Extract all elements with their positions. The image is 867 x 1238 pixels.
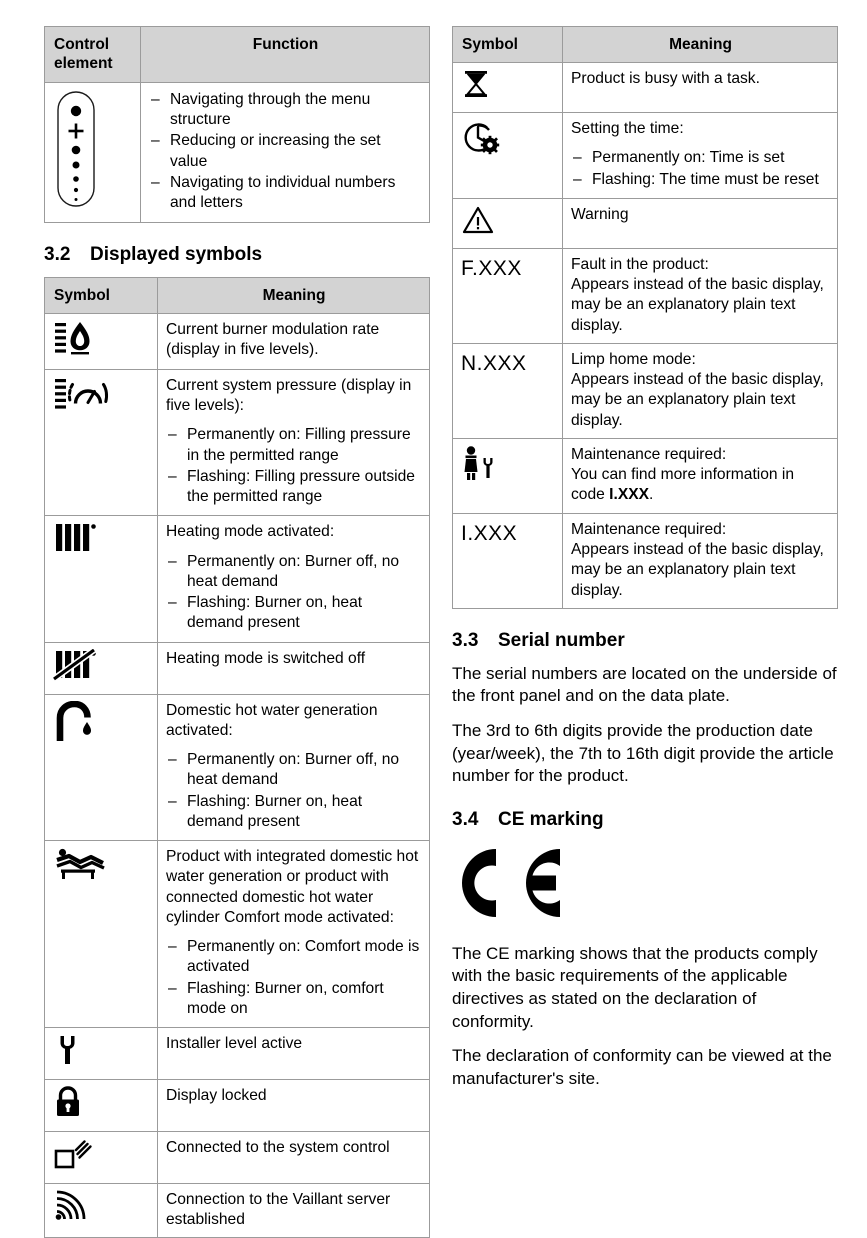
col-header-control-element: Control element (45, 27, 141, 83)
meaning-text-secondary: Appears instead of the basic display, may be an explanatory plain text display. (571, 541, 824, 599)
meaning-cell (158, 694, 430, 841)
meaning-text-composite (166, 847, 421, 928)
meaning-text: Heating mode activated: (166, 523, 335, 541)
meaning-cell (563, 248, 838, 343)
meaning-text: Installer level active (166, 1035, 303, 1053)
radiator-off-icon (53, 649, 149, 687)
list-item: – Flashing: Filling pressure outside the permitted range (166, 467, 421, 508)
table-row (453, 343, 838, 438)
meaning-cell (563, 199, 838, 249)
meaning-mid: or (282, 868, 305, 886)
meaning-text: Domestic hot water generation activated: (166, 701, 378, 739)
symbol-cell (453, 513, 563, 608)
meaning-text-secondary: Appears instead of the basic display, may be an explanatory plain text display. (571, 276, 824, 334)
list-item: – Permanently on: Burner off, no heat demand (166, 750, 421, 791)
col-header-function: Function (141, 27, 430, 83)
symbol-cell (45, 694, 158, 841)
displayed-symbols-table (44, 277, 430, 1238)
function-list (149, 90, 421, 214)
symbol-cell (45, 1183, 158, 1238)
meaning-list (166, 750, 421, 832)
section-title: Serial number (498, 629, 625, 651)
function-cell (141, 82, 430, 222)
section-heading-3-2 (44, 244, 430, 266)
hourglass-icon (461, 69, 554, 105)
section-heading-3-4 (452, 809, 838, 831)
table-row (45, 841, 430, 1028)
table-row (453, 248, 838, 343)
list-item: – Reducing or increasing the set value (149, 131, 421, 172)
meaning-bold-1: Product with integrated domestic hot water generation (166, 848, 419, 886)
list-item: – Permanently on: Burner off, no heat demand (166, 552, 421, 593)
symbol-cell (45, 516, 158, 642)
table-row (453, 438, 838, 513)
ce-marking-paragraph-1: The CE marking shows that the products comply with the basic requirements of the applicable directives as stated on the declaration of conformity. (452, 943, 818, 1031)
table-row (453, 63, 838, 113)
left-column (44, 26, 430, 1228)
table-row (45, 1080, 430, 1132)
meaning-cell (158, 369, 430, 516)
table-row (45, 1028, 430, 1080)
warning-triangle-icon (461, 205, 554, 241)
list-item: – Permanently on: Comfort mode is activated (166, 937, 421, 978)
meaning-list (166, 425, 421, 507)
list-item: – Flashing: Burner on, comfort mode on (166, 979, 421, 1020)
meaning-list (166, 937, 421, 1019)
control-element-table (44, 26, 430, 223)
symbol-cell (453, 63, 563, 113)
meaning-text: Fault in the product: (571, 255, 709, 273)
meaning-cell (158, 841, 430, 1028)
symbol-cell (453, 199, 563, 249)
section-number: 3.2 (44, 243, 71, 265)
meaning-text: Maintenance required: (571, 520, 727, 538)
col-header-meaning: Meaning (158, 277, 430, 313)
table-row (453, 199, 838, 249)
system-pressure-icon (53, 376, 149, 420)
meaning-cell (158, 1183, 430, 1238)
fault-code-label: F.XXX (461, 256, 522, 280)
meaning-cell (563, 113, 838, 199)
meaning-text: Limp home mode: (571, 350, 696, 368)
maintenance-info-code: I.XXX (609, 486, 650, 504)
maintenance-info-pre: You can find more information in code (571, 466, 795, 504)
list-item: – Flashing: The time must be reset (571, 170, 829, 190)
meaning-text: Maintenance required: (571, 445, 727, 463)
meaning-text: Connection to the Vaillant server established (166, 1190, 391, 1228)
serial-number-paragraph-1: The serial numbers are located on the underside of the front panel and on the data plate. (452, 663, 837, 706)
meaning-text: Heating mode is switched off (166, 649, 366, 667)
meaning-text: Connected to the system control (166, 1138, 390, 1156)
limp-home-code-label: N.XXX (461, 351, 527, 375)
displayed-symbols-table-continued (452, 26, 838, 609)
symbol-cell (45, 313, 158, 369)
meaning-cell (158, 1080, 430, 1132)
list-item: – Flashing: Burner on, heat demand present (166, 792, 421, 833)
meaning-text: Warning (571, 206, 629, 223)
section-number: 3.3 (452, 629, 479, 651)
meaning-text-secondary: Appears instead of the basic display, may be an explanatory plain text display. (571, 371, 824, 429)
table-row (45, 642, 430, 694)
meaning-text: Current system pressure (display in five levels): (166, 376, 412, 415)
list-item: – Permanently on: Filling pressure in the permitted range (166, 425, 421, 466)
col-header-symbol: Symbol (45, 277, 158, 313)
bathtub-icon (53, 847, 149, 887)
meaning-text: Product is busy with a task. (571, 70, 760, 88)
table-row (453, 113, 838, 199)
server-signal-icon (53, 1190, 149, 1228)
meaning-text: Current burner modulation rate (display in five levels). (166, 320, 380, 359)
meaning-text: Setting the time: (571, 120, 684, 138)
symbol-cell (45, 82, 141, 222)
table-row (45, 369, 430, 516)
maintenance-info-post: . (649, 486, 654, 504)
table-row (453, 513, 838, 608)
meaning-cell (563, 63, 838, 113)
table-header-row (453, 27, 838, 63)
list-item: – Navigating through the menu structure (149, 90, 421, 131)
serial-number-paragraph-2: The 3rd to 6th digits provide the production date (year/week), the 7th to 16th digit provide the article number for the product. (452, 721, 834, 786)
meaning-text-secondary (571, 465, 829, 506)
right-column (452, 26, 838, 1217)
tap-icon (53, 701, 149, 749)
system-control-link-icon (53, 1138, 149, 1176)
meaning-cell (158, 313, 430, 369)
list-item: – Flashing: Burner on, heat demand present (166, 593, 421, 634)
section-title: CE marking (498, 808, 604, 830)
meaning-cell (158, 642, 430, 694)
meaning-text: Display locked (166, 1087, 267, 1105)
col-header-meaning: Meaning (563, 27, 838, 63)
symbol-cell (45, 642, 158, 694)
burner-modulation-icon (53, 320, 149, 362)
section-heading-3-3 (452, 630, 838, 652)
symbol-cell (45, 841, 158, 1028)
meaning-cell (158, 1131, 430, 1183)
list-item: – Navigating to individual numbers and letters (149, 173, 421, 214)
symbol-cell (45, 1131, 158, 1183)
table-row (45, 1183, 430, 1238)
table-row (45, 516, 430, 642)
meaning-cell (158, 1028, 430, 1080)
meaning-tail: Comfort mode activated: (219, 908, 394, 926)
control-pad-icon (53, 89, 132, 215)
clock-gear-icon (461, 119, 554, 163)
ce-marking-logo (452, 842, 838, 929)
meaning-cell (158, 516, 430, 642)
table-header-row (45, 27, 430, 83)
section-number: 3.4 (452, 808, 479, 830)
meaning-bold-2: product with connected domestic hot water cylinder (166, 868, 389, 926)
meaning-cell (563, 438, 838, 513)
ce-marking-paragraph-2: The declaration of conformity can be viewed at the manufacturer's site. (452, 1046, 832, 1088)
symbol-cell (45, 369, 158, 516)
radiator-on-icon (53, 522, 149, 560)
table-row (45, 1131, 430, 1183)
symbol-cell (453, 113, 563, 199)
meaning-list (571, 148, 829, 190)
symbol-cell (45, 1028, 158, 1080)
meaning-cell (563, 513, 838, 608)
table-row (45, 82, 430, 222)
list-item: – Permanently on: Time is set (571, 148, 829, 168)
maintenance-person-icon (461, 445, 554, 489)
symbol-cell (453, 438, 563, 513)
symbol-cell (453, 343, 563, 438)
table-row (45, 694, 430, 841)
symbol-cell (45, 1080, 158, 1132)
wrench-icon (53, 1034, 149, 1072)
table-row (45, 313, 430, 369)
symbol-cell (453, 248, 563, 343)
padlock-icon (53, 1086, 149, 1124)
meaning-cell (563, 343, 838, 438)
maintenance-code-label: I.XXX (461, 521, 518, 545)
table-header-row (45, 277, 430, 313)
col-header-symbol: Symbol (453, 27, 563, 63)
meaning-list (166, 552, 421, 634)
section-title: Displayed symbols (90, 243, 263, 265)
